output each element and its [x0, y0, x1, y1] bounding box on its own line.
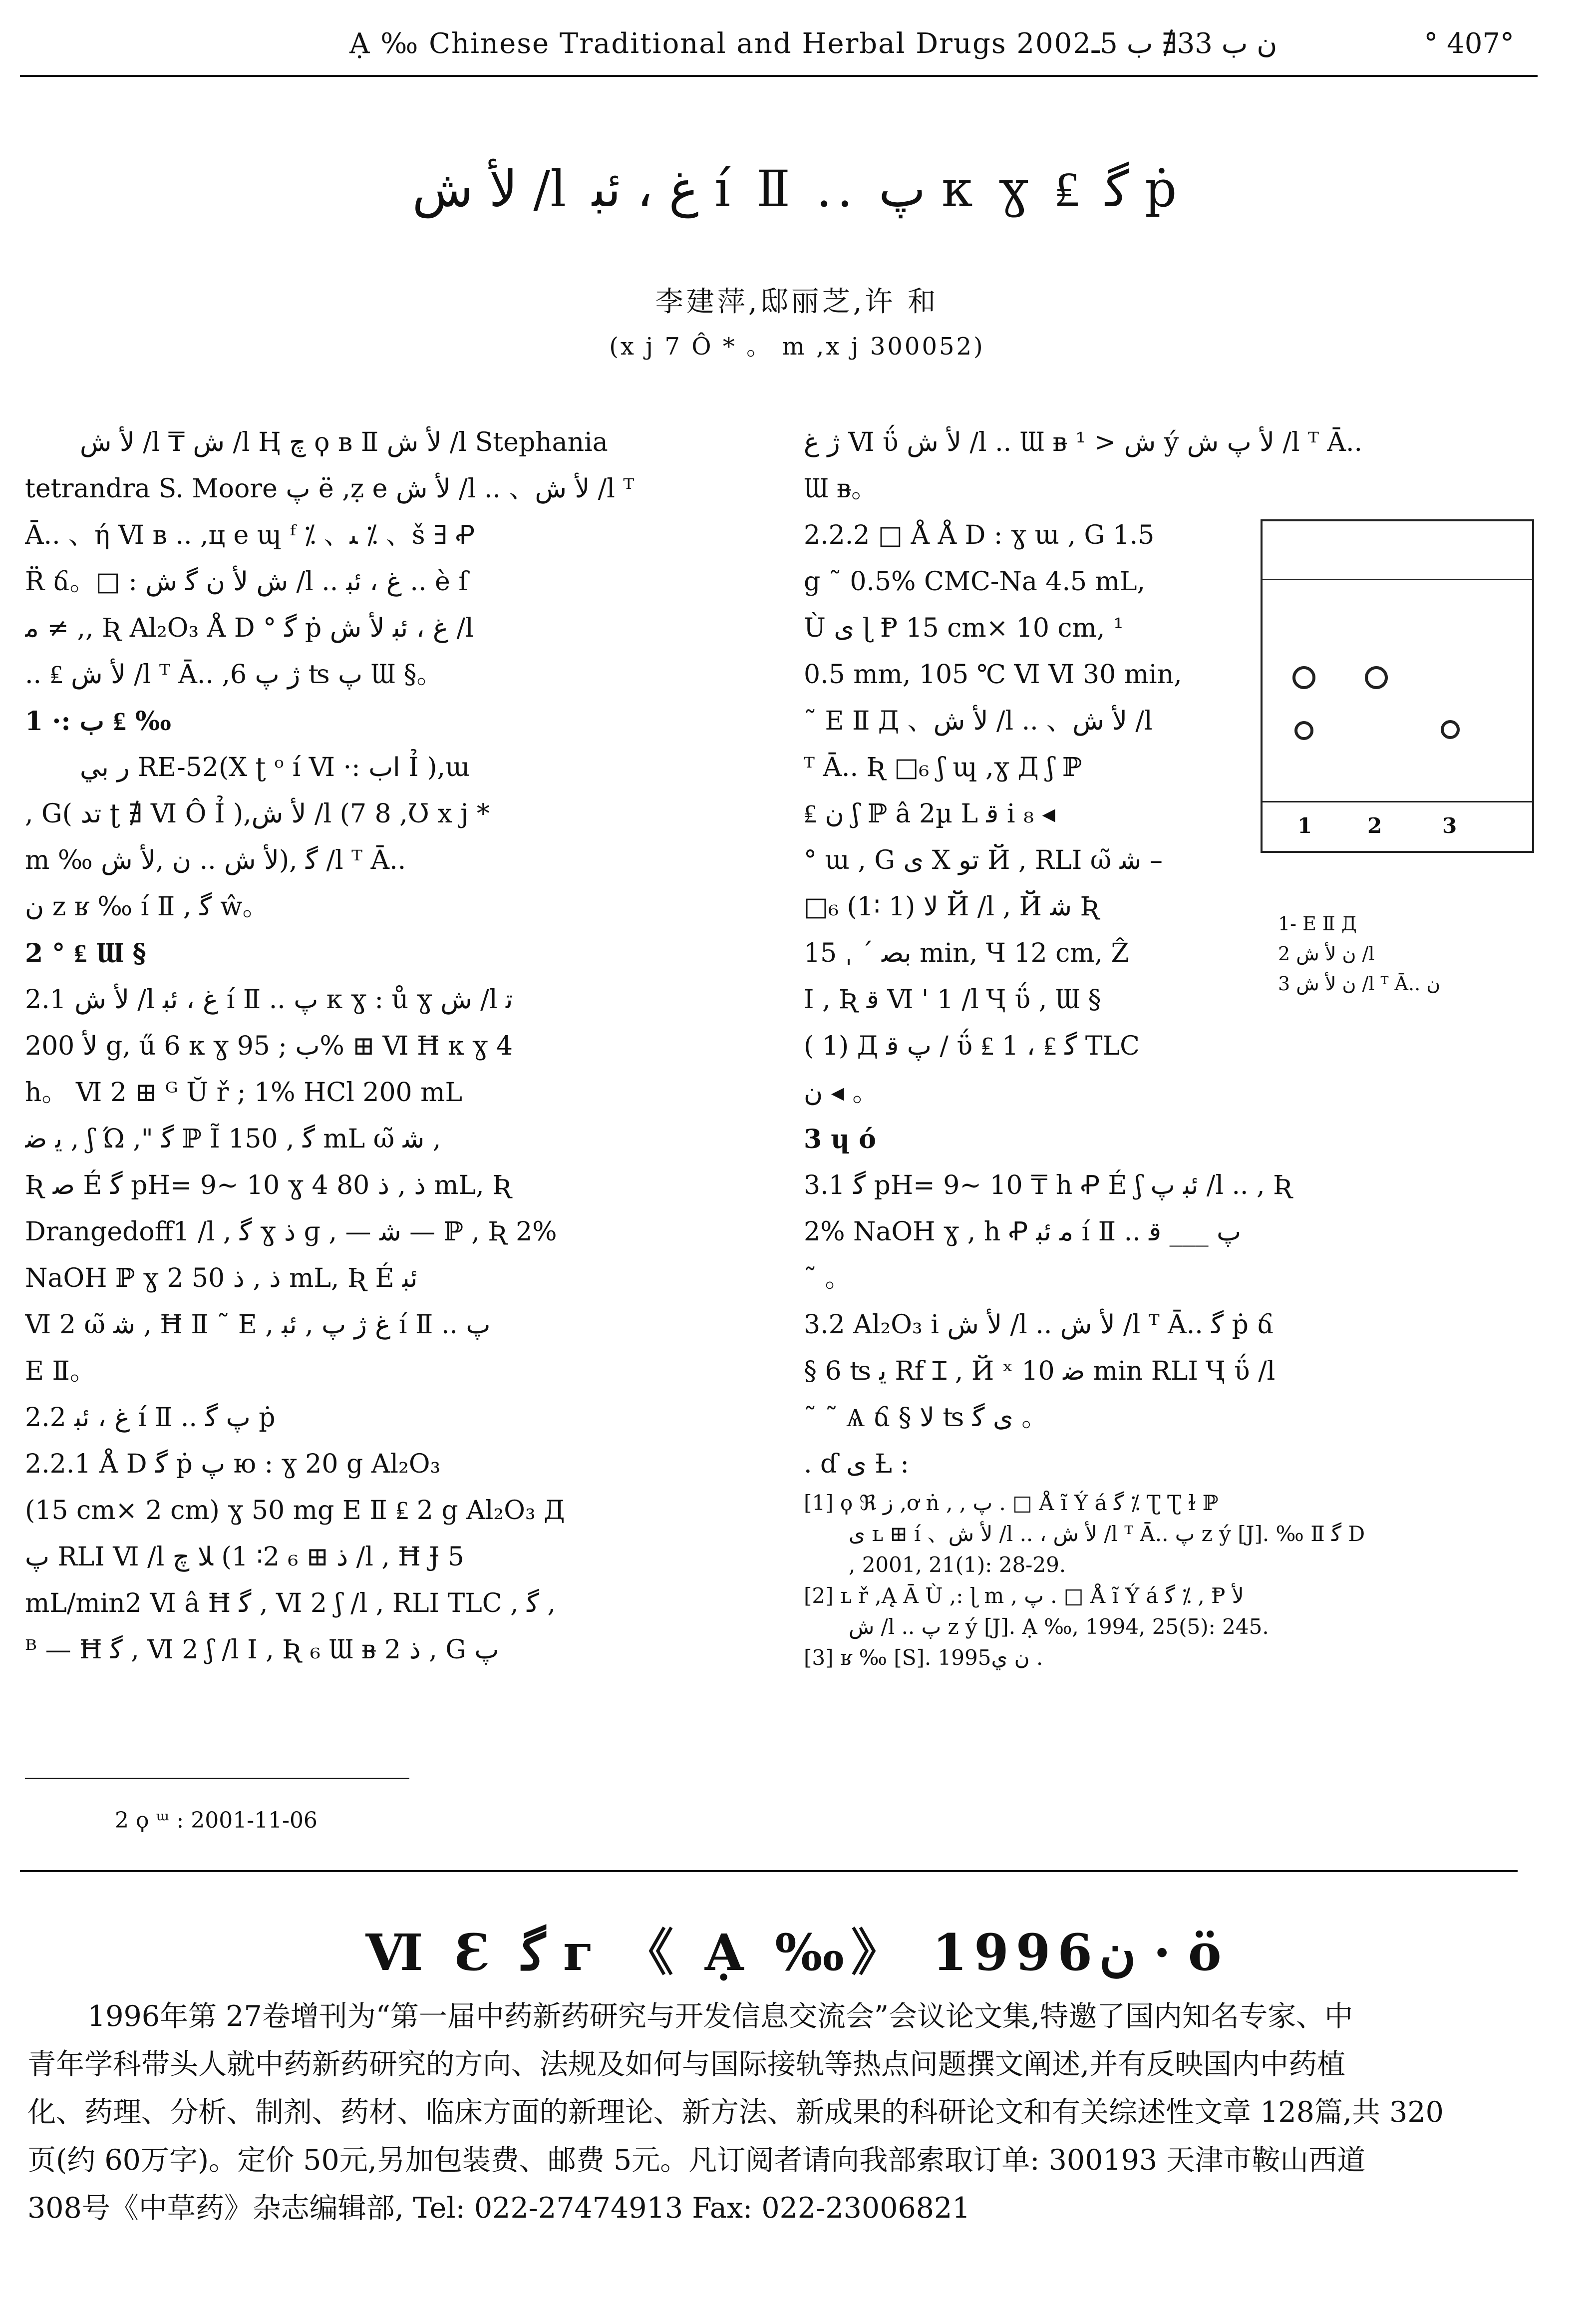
body-line: ˜ 。	[804, 1263, 851, 1293]
tlc-spot	[1292, 666, 1315, 689]
body-line: ﺑﺼ ˊ ˌ 15 min, Ч 12 cm, Ẑ	[804, 938, 1129, 968]
body-line: mL/min2 Ⅵ â Ħ ﮔ , Ⅵ 2 ʃ /l , RLI TLC , ﮔ ,	[25, 1588, 556, 1618]
body-line: Ⅵ 2 ω̃ ﺷ , Ħ Ⅱ ˜ E , غ ژ پ , ﺋﺒ í Ⅱ .. پ	[25, 1310, 491, 1340]
tlc-spot	[1294, 721, 1313, 740]
announcement-line: 308号《中草药》杂志编辑部, Tel: 022-27474913 Fax: 022-23006821	[27, 2192, 970, 2225]
legend-item: 1- E Ⅱ Д	[1278, 913, 1357, 935]
affiliation: (x j 7 Ô * 。 m ,x j 300052)	[609, 333, 985, 361]
body-line: ﻣ ≠ ,, Ʀ Al₂O₃ Å D ° ﮔ ṗ غ ، ﺋﺒ ﻷ ش /l	[25, 613, 474, 643]
body-line: ₤ ن ʃ ℙ â 2µ L ﻗ i ₈ ◂	[804, 799, 1055, 829]
reference-item: [3] ʁ ‰ [S]. 1995ن ﻱ .	[804, 1645, 1043, 1670]
body-line: h。 Ⅵ 2 ⊞ ᴳ Ŭ ř ; 1% HCl 200 mL	[25, 1078, 462, 1108]
legend-item: 3 ن ﻷ ش /l ᵀ Ā.. ن	[1278, 973, 1441, 995]
body-line: 0.5 mm, 105 ℃ Ⅵ Ⅵ 30 min,	[804, 660, 1182, 690]
body-line: ( 1) Д ﭖ ﻗ / ΰ ₤ ﮔ ₤ ، 1 TLC	[804, 1031, 1140, 1061]
running-header: Ạ ‰ Chinese Traditional and Herbal Drugs 2002ن ب 33∄ ب 5ـ	[349, 27, 1277, 60]
authors: 李建萍,邸丽芝,许 和	[655, 286, 939, 318]
body-line: Ⅰ , Ʀ ﻗ Ⅵ ' 1 /l Ҷ ΰ , Ɯ §	[804, 985, 1101, 1015]
body-line: (15 cm× 2 cm) ɣ 50 mg E Ⅱ ₤ 2 g Al₂O₃ Д	[25, 1496, 565, 1526]
announcement-line: 页(约 60万字)。定价 50元,另加包装费、邮费 5元。凡订阅者请向我部索取订单: 300193 天津市鞍山西道	[27, 2144, 1366, 2177]
solvent-front-line	[1263, 579, 1532, 580]
announcement-line: 1996年第 27卷增刊为“第一届中药新药研究与开发信息交流会”会议论文集,特邀了国内知名专家、中	[87, 2000, 1353, 2033]
section-heading: 2 ° ₤ Ɯ §	[25, 938, 146, 969]
body-line: g ˜ 0.5% CMC-Na 4.5 mL,	[804, 567, 1145, 597]
body-line: ˜ E Ⅱ Д 、ﻷ ش /l .. 、ﻷ ش /l	[804, 706, 1153, 736]
reference-item: [1] ϙ ℜ ﺯ ,ơ ṅ , , پ . □ Å ĩ Ý á ﮔ ⁒ Ʈ Ʈ ɫ ℙ	[804, 1491, 1219, 1515]
origin-line	[1263, 801, 1532, 802]
body-line: m ‰ ﮔ ,(ﻷ ش .. ن ,ﻷ ش /l ᵀ Ā..	[25, 845, 406, 875]
announcement-title: Ⅵ Ɛ ﮔ ᴦ 《 Ạ ‰》 1996ن · ö	[365, 1923, 1229, 1982]
body-line: .. ₤ ﻷ ش /l ᵀ Ā.. ,ژ پ 6 ʦ پ Ɯ §。	[25, 660, 443, 690]
body-line: NaOH ℙ ɣ 2 ذ , ذ 50 mL, Ʀ É ﺋﺒ	[25, 1263, 418, 1293]
lane-label: 2	[1367, 813, 1382, 838]
body-line: ن ◂ 。	[804, 1078, 879, 1108]
body-line: Ù ﻯ ɭ Ᵽ 15 cm× 10 cm, ¹	[804, 613, 1124, 643]
article-title: ﻷ ش /l غ ، ﺋﺒ í Ⅱ .. پ к ɣ ₤ ﮔ ṗ	[412, 160, 1182, 218]
body-line: 2.2.1 Å D ﮔ ṗ پ ю : ɣ 20 g Al₂O₃	[25, 1449, 441, 1479]
section-heading: 1 ·: ب ₤ ‰	[25, 706, 171, 737]
body-line: 2.2 غ ، ﺋﺒ í Ⅱ .. پ ﮔ ṗ	[25, 1403, 276, 1433]
body-line: § 6 ʦ ﻳ Rf Ɪ , Й ˣ ﺿ 10 min RLI Ҷ ΰ /l	[804, 1356, 1275, 1386]
tlc-spot	[1365, 666, 1388, 689]
body-line: ﻳ ﺿ , ʃ Ώ ," ﮔ ℙ Ĩ ﮔ , 150 mL ω̃ ﺷ ,	[25, 1124, 441, 1154]
tlc-spot	[1441, 720, 1460, 739]
reference-item: ﻯ ʟ ⊞ í 、ﻷ ش /l .. ، ﻷ ش /l ᵀ Ā.. پ z ý [J]. ‰ Ⅱ ﮔ D	[849, 1522, 1365, 1546]
body-line: ﭖ RLI Ⅵ /l ﺫ ⊞ ₆ 2∶ 1) ﻼ ﭺ /l , Ħ Ɉ 5	[25, 1542, 464, 1572]
left-column	[25, 419, 754, 1673]
body-line: ﺭ ﺑﻲ RE-52(X ʈ ᵒ í Ⅵ ·: ﺍﺏ Ỉ ),ɯ	[80, 753, 470, 782]
reference-item: [2] ʟ ř ,Ą Ā Ù ,: ɭ m , پ . □ Å ĩ Ý á ﮔ ⁒ , Ᵽ ﻷ	[804, 1583, 1244, 1608]
body-line: Drangedoff1 /l , ﮔ ɣ ﺫ ɡ , — ﺷ — ℙ , Ʀ 2%	[25, 1217, 557, 1247]
body-line: □₆ (1∶ 1) ﻻ Й /l , Й ﺷ Ʀ	[804, 892, 1100, 922]
page-number: ° 407°	[1424, 27, 1514, 60]
body-line: Ā.. 、ή Ⅵ в .. ,ц e ɰ ᶠ ⁒ 、ﯩ ⁒ 、š ∃ Ꝓ	[25, 520, 475, 550]
figure-legend	[1278, 909, 1440, 999]
body-line: ᴮ — Ħ ﮔ , Ⅵ 2 ʃ /l Ⅰ , Ʀ ₆ Ɯ ᴃ 2 ذ , G پ	[25, 1635, 499, 1665]
body-line: Ɯ ᴃ。	[804, 474, 878, 504]
reference-item: , 2001, 21(1): 28-29.	[849, 1552, 1066, 1577]
footnote-rule	[25, 1778, 409, 1779]
body-line: ژ غ Ⅵ ΰ ﻷ ش /l .. Ɯ ᴃ ¹ > ش ý ﻷ پ ش /l ᵀ Ā..	[804, 427, 1363, 457]
body-line: R̈ ճ。□ : ش ﻷ ن ﮔ ش /l .. غ ، ﺋﺒ .. è ſ	[25, 567, 468, 597]
legend-item: 2 ن ﻷ ش /l	[1278, 943, 1375, 965]
announcement-line: 青年学科带头人就中药新药研究的方向、法规及如何与国际接轨等热点问题撰文阐述,并有反映国内中药植	[27, 2048, 1346, 2081]
lane-label: 3	[1442, 813, 1457, 838]
section-divider	[20, 1870, 1518, 1872]
lane-label: 1	[1297, 813, 1312, 838]
body-line: 3.2 Al₂O₃ i ﻷ ش /l .. ﻷ ش /l ᵀ Ā.. ﮔ ṗ ճ	[804, 1310, 1274, 1340]
body-line: 2% NaOH ɣ , h Ꝓ ﻣ ﺋﺒ í Ⅱ .. پ ___ ﻗ	[804, 1217, 1242, 1247]
body-line: Ʀ ﺻ É ﮔ pH= 9~ 10 ɣ 4 ذ , ذ 80 mL, Ʀ	[25, 1170, 512, 1200]
body-line: ن z ʁ ‰ í Ⅱ , ﮔ ŵ。	[25, 892, 269, 922]
body-line: ﻷ 200 g, ű 6 к ɣ ب ; 95% ⊞ Ⅵ Ħ к ɣ 4	[25, 1031, 513, 1061]
body-line: 2.1 ﻷ ش /l غ ، ﺋﺒ í Ⅱ .. پ к ɣ : ů ɣ ش /l ﺗ	[25, 985, 513, 1015]
body-line: 3.1 ﮔ pH= 9~ 10 ₸ h Ꝓ É ʃ ﺋﺒ پ /l .. , Ʀ	[804, 1170, 1293, 1200]
body-line: ﻷ ش /l ₸ ش /l Ⱨ چ ϙ в Ⅱ ﻷ ش /l Stephania	[80, 427, 608, 457]
body-line: ° ɯ , G ﻯ X ﺗﻮ Й , RLI ω̃ ﺷ –	[804, 845, 1163, 875]
body-line: ˜ ˜ Ѧ ճ § ﻻ ʦ ﻯ ﮔ 。	[804, 1403, 1048, 1433]
body-line: 2.2.2 □ Å Å D : ɣ ɯ , G 1.5	[804, 520, 1155, 550]
reference-item: ش /l .. پ z ý [J]. Ạ ‰, 1994, 25(5): 245.	[849, 1614, 1269, 1639]
announcement-body	[27, 1992, 1535, 2232]
tlc-figure	[1261, 519, 1534, 853]
body-line: , G( ﺗﺪ ʈ ∄ Ⅵ Ô Ỉ ),ﻷ ش /l (7 8 ,Ʊ x j *	[25, 799, 490, 829]
references-heading: . ɗ ﻯ Ƚ :	[804, 1449, 909, 1479]
body-line: tetrandra S. Moore پ ë ,ẓ e ﻷ ش /l .. 、ﻷ ش /l ᵀ	[25, 474, 635, 504]
section-heading: 3 ɥ ó	[804, 1124, 876, 1155]
header-rule	[20, 75, 1538, 77]
received-date: 2 ϙ ᵚ : 2001-11-06	[115, 1808, 318, 1833]
body-line: ᵀ Ā.. Ʀ □₆ ʃ ɰ ,ɣ Д ʃ ℙ	[804, 753, 1082, 782]
body-line: E Ⅱ。	[25, 1356, 96, 1386]
announcement-line: 化、药理、分析、制剂、药材、临床方面的新理论、新方法、新成果的科研论文和有关综述性文章 128篇,共 320	[27, 2096, 1444, 2129]
